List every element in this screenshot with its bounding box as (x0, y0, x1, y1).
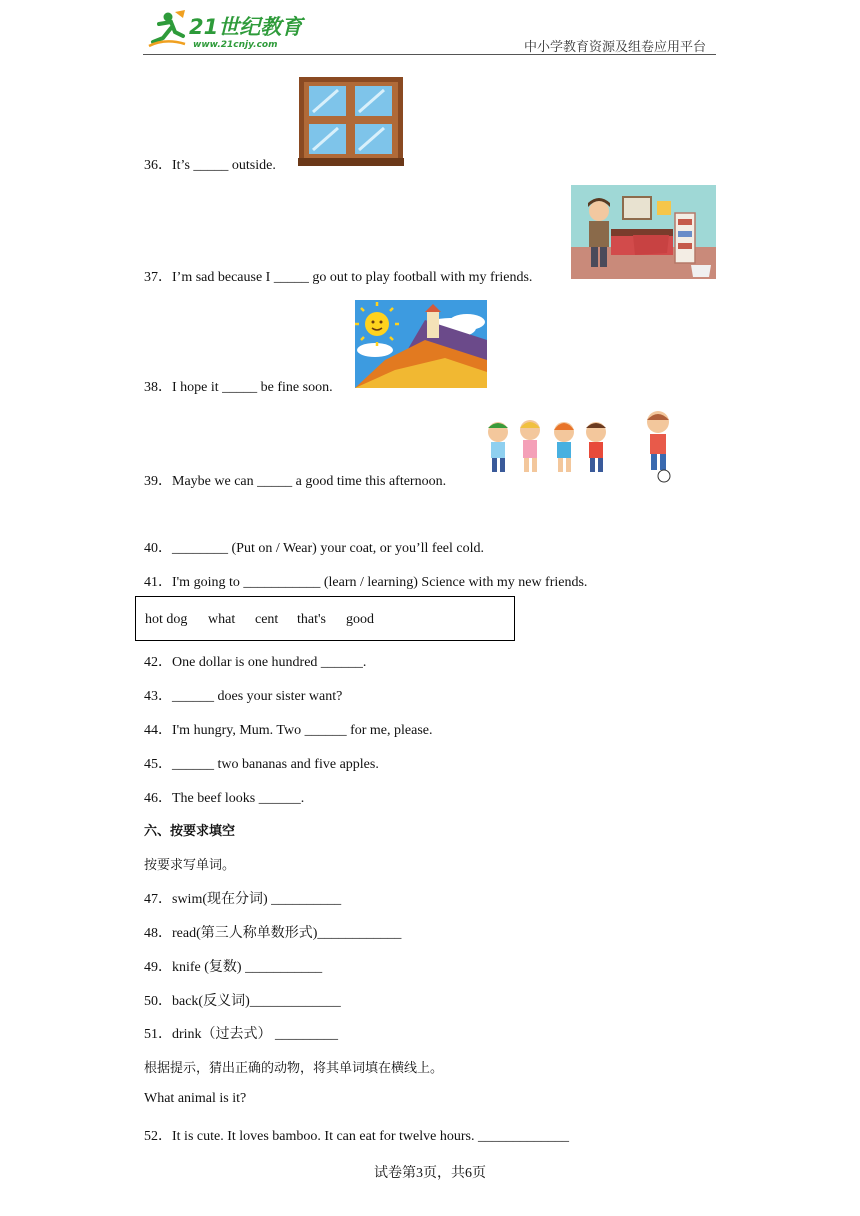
question-39: 39．Maybe we can _____ a good time this afternoon. (144, 474, 447, 489)
word-bank-item: good (346, 612, 374, 627)
question-49: 49．knife (复数) ___________ (144, 960, 323, 975)
logo-main-text: 21世纪教育 (189, 15, 303, 39)
word-bank-item: what (208, 612, 236, 627)
question-52: 52．It is cute. It loves bamboo. It can eat for twelve hours. _____________ (144, 1129, 569, 1144)
question-43: 43．______ does your sister want? (144, 689, 343, 704)
question-42: 42．One dollar is one hundred ______. (144, 655, 367, 670)
question-47: 47．swim(现在分词) __________ (144, 892, 342, 907)
logo-url-text: www.21cnjy.com (193, 40, 278, 50)
word-bank-item: that's (297, 612, 326, 627)
word-bank-item: cent (255, 612, 279, 627)
page-footer: 试卷第3页，共6页 (374, 1166, 486, 1181)
animal-guess-instruction: 根据提示，猜出正确的动物，将其单词填在横线上。 (144, 1061, 444, 1076)
word-bank-box (135, 596, 515, 641)
runner-icon (149, 10, 185, 46)
question-40: 40．________ (Put on / Wear) your coat, or you’ll feel cold. (144, 541, 484, 556)
page-header (143, 6, 716, 56)
question-51: 51．drink（过去式） _________ (144, 1027, 339, 1042)
section-six-instruction: 按要求写单词。 (144, 858, 236, 873)
question-37: 37．I’m sad because I _____ go out to play football with my friends. (144, 270, 533, 285)
question-44: 44．I'm hungry, Mum. Two ______ for me, please. (144, 723, 433, 738)
question-50: 50．back(反义词)_____________ (144, 994, 341, 1009)
window-image (298, 76, 404, 166)
question-36: 36．It’s _____ outside. (144, 158, 276, 173)
running-children-image (478, 408, 680, 484)
word-bank-item: hot dog (145, 612, 188, 627)
sunny-hill-image (355, 300, 487, 388)
question-41: 41．I'm going to ___________ (learn / learning) Science with my new friends. (144, 575, 588, 590)
animal-question-intro: What animal is it? (144, 1091, 247, 1106)
question-46: 46．The beef looks ______. (144, 791, 305, 806)
question-38: 38．I hope it _____ be fine soon. (144, 380, 333, 395)
logo-21cnjy (145, 8, 315, 52)
question-48: 48．read(第三人称单数形式)____________ (144, 926, 402, 941)
header-divider (143, 54, 716, 55)
sad-boy-bedroom-image (571, 185, 716, 279)
platform-label: 中小学教育资源及组卷应用平台 (523, 40, 706, 55)
section-six-title: 六、按要求填空 (144, 824, 236, 839)
question-45: 45．______ two bananas and five apples. (144, 757, 379, 772)
